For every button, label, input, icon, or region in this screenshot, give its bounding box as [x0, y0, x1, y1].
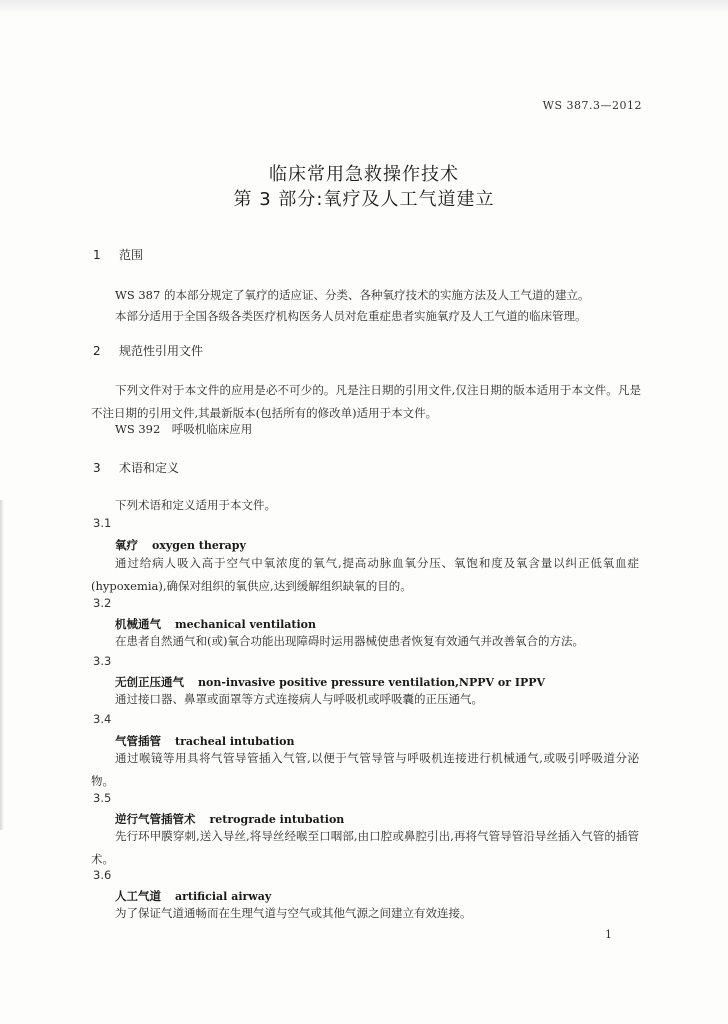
paragraph: 下列文件对于本文件的应用是必不可少的。凡是注日期的引用文件,仅注日期的版本适用于本文件。凡是不注日期的引用文件,其最新版本(包括所有的修改单)适用于本文件。	[91, 383, 641, 420]
section-title: 术语和定义	[119, 461, 180, 475]
term-definition: 先行环甲膜穿刺,送入导丝,将导丝经喉至口咽部,由口腔或鼻腔引出,再将气管导管沿导丝插入气管的插管术。	[91, 829, 639, 866]
document-number: WS 387.3—2012	[542, 99, 642, 112]
paragraph: 下列术语和定义适用于本文件。	[115, 498, 276, 512]
section-number: 3	[93, 461, 101, 475]
section-title: 范围	[119, 248, 144, 262]
term-definition: 通过给病人吸入高于空气中氧浓度的氧气,提高动脉血氧分压、氧饱和度及氧含量以纠正低氧血症(hypoxemia),确保对组织的氧供应,达到缓解组织缺氧的目的。	[91, 556, 639, 593]
section-heading	[93, 342, 203, 359]
section-heading	[93, 459, 179, 476]
term-definition: 通过接口器、鼻罩或面罩等方式连接病人与呼吸机或呼吸囊的正压通气。	[115, 692, 483, 706]
document-title: 临床常用急救操作技术	[269, 164, 459, 185]
paragraph: WS 387 的本部分规定了氧疗的适应证、分类、各种氧疗技术的实施方法及人工气道的建立。	[115, 288, 590, 302]
term-number: 3.6	[93, 868, 112, 882]
term-number: 3.2	[93, 596, 112, 610]
term-english: mechanical ventilation	[175, 618, 317, 631]
reference-item: WS 392 呼吸机临床应用	[115, 422, 253, 436]
term-english: artificial airway	[175, 890, 272, 903]
term-entry	[115, 537, 246, 553]
term-definition: 在患者自然通气和(或)氧合功能出现障碍时运用器械使患者恢复有效通气并改善氧合的方法。	[115, 634, 584, 648]
term-definition: 通过喉镜等用具将气管导管插入气管,以便于气管导管与呼吸机连接进行机械通气,或吸引呼吸道分泌物。	[91, 751, 639, 788]
term-english: tracheal intubation	[175, 735, 295, 748]
term-english: non-invasive positive pressure ventilation,NPPV or IPPV	[198, 676, 546, 689]
paragraph: 本部分适用于全国各级各类医疗机构医务人员对危重症患者实施氧疗及人工气道的临床管理。	[115, 309, 587, 323]
section-number: 1	[93, 248, 101, 262]
term-number: 3.3	[93, 654, 112, 668]
term-chinese: 氧疗	[115, 538, 138, 552]
term-chinese: 无创正压通气	[115, 675, 184, 689]
term-chinese: 机械通气	[115, 617, 161, 631]
section-title: 规范性引用文件	[119, 344, 204, 358]
document-subtitle: 第 3 部分:氧疗及人工气道建立	[233, 189, 495, 210]
term-english: oxygen therapy	[152, 539, 246, 552]
term-chinese: 气管插管	[115, 734, 161, 748]
term-number: 3.4	[93, 712, 112, 726]
term-chinese: 人工气道	[115, 889, 161, 903]
page-number: 1	[605, 928, 612, 941]
section-number: 2	[93, 344, 101, 358]
scan-shadow-left	[0, 500, 4, 830]
term-number: 3.1	[93, 516, 112, 530]
term-english: retrograde intubation	[209, 813, 345, 826]
term-definition: 为了保证气道通畅而在生理气道与空气或其他气源之间建立有效连接。	[115, 906, 472, 920]
term-number: 3.5	[93, 791, 112, 805]
term-chinese: 逆行气管插管术	[115, 812, 196, 826]
section-heading	[93, 246, 143, 263]
scan-shadow-top	[0, 0, 728, 14]
